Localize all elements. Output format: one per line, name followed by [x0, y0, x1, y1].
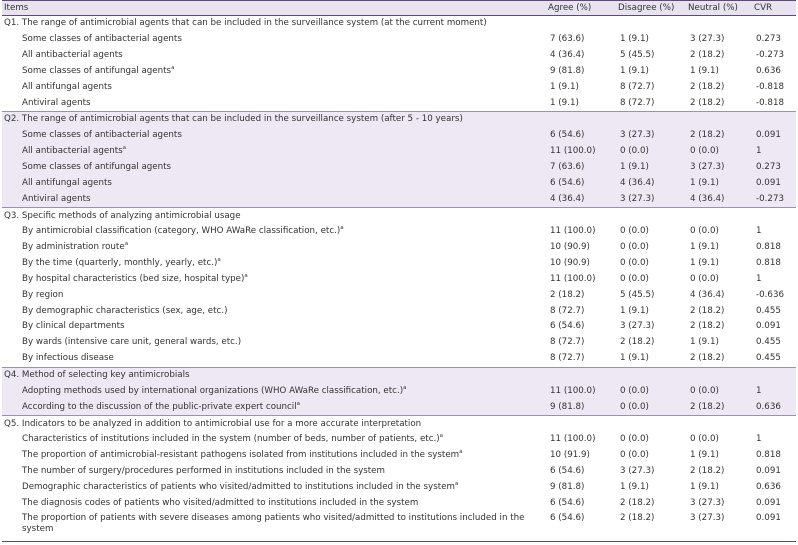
- disagree-cell: 1 (9.1): [620, 353, 649, 364]
- cvr-cell: 0.091: [752, 175, 796, 191]
- footnote-marker: a: [296, 400, 300, 407]
- footnote-marker: a: [454, 481, 459, 487]
- item-cell: [2, 448, 546, 464]
- neutral-cell: 0 (0.0): [686, 383, 752, 399]
- section-header-row: [2, 16, 796, 32]
- item-cell: [2, 319, 546, 335]
- header-items: Items: [2, 1, 546, 16]
- item-label: Some classes of antifungal agents: [22, 65, 172, 76]
- item-cell: [2, 256, 546, 272]
- cvr-cell: 0.818: [756, 450, 781, 461]
- neutral-cell: 2 (18.2): [690, 353, 725, 364]
- disagree-cell: 4 (36.4): [616, 175, 686, 191]
- disagree-cell: 1 (9.1): [616, 160, 686, 176]
- item-label: Some classes of antibacterial agents: [22, 34, 182, 45]
- cvr-cell: 1: [752, 144, 796, 160]
- footnote-marker: a: [403, 384, 407, 391]
- footnote-marker: a: [459, 449, 463, 456]
- agree-cell: 4 (36.4): [550, 50, 585, 61]
- table-row: [2, 511, 796, 542]
- neutral-cell: 1 (9.1): [690, 65, 719, 76]
- neutral-cell: 3 (27.3): [690, 34, 725, 45]
- table-row: [2, 144, 796, 160]
- item-cell: [2, 144, 546, 160]
- section-header-row: [2, 112, 796, 128]
- disagree-cell: 2 (18.2): [620, 337, 655, 348]
- cvr-cell: 0.273: [752, 160, 796, 176]
- item-cell: [2, 432, 546, 448]
- item-cell: [2, 303, 546, 319]
- agree-cell: 10 (90.9): [550, 258, 590, 269]
- item-label: Demographic characteristics of patients who visited/admitted to institutions included in the system: [22, 481, 455, 492]
- table-row: [2, 335, 796, 351]
- section-header-row: [2, 208, 796, 224]
- disagree-cell: 0 (0.0): [620, 450, 649, 461]
- section-title: Q1. The range of antimicrobial agents that can be included in the surveillance system (at the current moment): [2, 16, 796, 32]
- agree-cell: 6 (54.6): [550, 497, 585, 508]
- table-row: [2, 479, 796, 495]
- neutral-cell: 0 (0.0): [690, 273, 719, 284]
- disagree-cell: 5 (45.5): [620, 289, 655, 300]
- disagree-cell: 5 (45.5): [620, 50, 655, 61]
- table-row: [2, 240, 796, 256]
- item-label: By antimicrobial classification (category, WHO AWaRe classification, etc.): [22, 226, 341, 237]
- disagree-cell: 8 (72.7): [620, 97, 655, 108]
- header-row: [2, 1, 796, 16]
- agree-cell: 6 (54.6): [546, 175, 616, 191]
- item-cell: [2, 79, 546, 95]
- agree-cell: 11 (100.0): [550, 273, 596, 284]
- disagree-cell: 0 (0.0): [620, 226, 649, 237]
- section-header-row: [2, 367, 796, 383]
- cvr-cell: -0.636: [756, 289, 785, 300]
- agree-cell: 7 (63.6): [550, 34, 585, 45]
- item-cell: [2, 351, 546, 367]
- table-row: [2, 383, 796, 399]
- agree-cell: 6 (54.6): [546, 128, 616, 144]
- item-cell: [2, 64, 546, 80]
- agree-cell: 11 (100.0): [550, 226, 596, 237]
- table-row: [2, 303, 796, 319]
- section-title: Q3. Specific methods of analyzing antimicrobial usage: [2, 208, 796, 224]
- neutral-cell: 2 (18.2): [690, 97, 725, 108]
- header-disagree: Disagree (%): [616, 1, 686, 16]
- disagree-cell: 3 (27.3): [620, 466, 655, 477]
- item-label: By hospital characteristics (bed size, hospital type): [22, 273, 245, 284]
- disagree-cell: 1 (9.1): [620, 34, 649, 45]
- footnote-marker: a: [217, 257, 221, 264]
- cvr-cell: -0.818: [756, 97, 785, 108]
- neutral-cell: 1 (9.1): [690, 450, 719, 461]
- item-cell: [2, 191, 546, 207]
- agree-cell: 6 (54.6): [546, 511, 616, 542]
- item-label: The diagnosis codes of patients who visited/admitted to institutions included in the system: [22, 497, 419, 508]
- agree-cell: 8 (72.7): [550, 305, 585, 316]
- neutral-cell: 0 (0.0): [690, 434, 719, 445]
- cvr-cell: 0.818: [756, 242, 781, 253]
- item-label: Antiviral agents: [22, 97, 91, 108]
- disagree-cell: 0 (0.0): [620, 434, 649, 445]
- table-row: [2, 32, 796, 48]
- disagree-cell: 3 (27.3): [616, 128, 686, 144]
- disagree-cell: 8 (72.7): [620, 81, 655, 92]
- table-row: [2, 351, 796, 367]
- item-label: By the time (quarterly, monthly, yearly, etc.): [22, 258, 218, 269]
- neutral-cell: 2 (18.2): [690, 81, 725, 92]
- cvr-cell: 0.273: [756, 34, 781, 45]
- section-title: Q2. The range of antimicrobial agents that can be included in the surveillance system (after 5 - 10 years): [2, 112, 796, 128]
- footnote-marker: a: [244, 273, 248, 280]
- cvr-cell: -0.818: [756, 81, 785, 92]
- table-row: [2, 160, 796, 176]
- cvr-cell: 0.091: [752, 128, 796, 144]
- neutral-cell: 1 (9.1): [690, 481, 719, 492]
- agree-cell: 11 (100.0): [550, 434, 596, 445]
- footnote-marker: a: [122, 145, 127, 152]
- neutral-cell: 3 (27.3): [690, 497, 725, 508]
- item-cell: [2, 511, 546, 542]
- item-label: By clinical departments: [22, 321, 125, 332]
- item-cell: [2, 160, 546, 176]
- item-label: By administration route: [22, 242, 125, 253]
- disagree-cell: 1 (9.1): [620, 305, 649, 316]
- item-cell: [2, 95, 546, 111]
- agree-cell: 9 (81.8): [546, 399, 616, 415]
- item-cell: [2, 399, 546, 415]
- neutral-cell: 1 (9.1): [690, 258, 719, 269]
- item-cell: [2, 287, 546, 303]
- table-row: [2, 79, 796, 95]
- disagree-cell: 0 (0.0): [620, 242, 649, 253]
- item-cell: [2, 175, 546, 191]
- neutral-cell: 3 (27.3): [686, 160, 752, 176]
- section-title: Q5. Indicators to be analyzed in addition to antimicrobial use for a more accurate interpretation: [2, 416, 796, 432]
- section-header-row: [2, 416, 796, 432]
- cvr-cell: -0.273: [756, 50, 785, 61]
- footnote-marker: a: [124, 241, 129, 248]
- agree-cell: 10 (90.9): [550, 242, 590, 253]
- disagree-cell: 2 (18.2): [616, 511, 686, 542]
- neutral-cell: 1 (9.1): [686, 175, 752, 191]
- cvr-cell: 1: [756, 434, 762, 445]
- disagree-cell: 0 (0.0): [620, 258, 649, 269]
- neutral-cell: 4 (36.4): [690, 289, 725, 300]
- agree-cell: 6 (54.6): [550, 321, 585, 332]
- disagree-cell: 0 (0.0): [616, 144, 686, 160]
- table-row: [2, 95, 796, 111]
- table-row: [2, 495, 796, 511]
- neutral-cell: 2 (18.2): [686, 128, 752, 144]
- item-label: All antifungal agents: [22, 81, 112, 92]
- header-neutral: Neutral (%): [686, 1, 752, 16]
- item-cell: [2, 383, 546, 399]
- disagree-cell: 3 (27.3): [620, 321, 655, 332]
- item-label: By infectious disease: [22, 353, 114, 364]
- footnote-marker: a: [171, 65, 175, 72]
- table-row: [2, 224, 796, 240]
- item-label: All antifungal agents: [22, 177, 112, 188]
- cvr-cell: -0.273: [752, 191, 796, 207]
- cvr-cell: 0.091: [756, 321, 781, 332]
- item-cell: [2, 128, 546, 144]
- item-label: All antibacterial agents: [22, 50, 123, 61]
- table-row: [2, 272, 796, 288]
- cvr-cell: 0.091: [756, 466, 781, 477]
- cvr-cell: 1: [756, 273, 762, 284]
- item-label: The proportion of patients with severe diseases among patients who visited/admitted to institutions included in the system: [22, 513, 525, 535]
- neutral-cell: 0 (0.0): [690, 226, 719, 237]
- item-cell: [2, 272, 546, 288]
- table-body: [2, 16, 796, 542]
- table-row: [2, 319, 796, 335]
- footnote-marker: a: [439, 433, 444, 440]
- item-cell: [2, 48, 546, 64]
- item-cell: [2, 495, 546, 511]
- table-row: [2, 464, 796, 480]
- cvr-cell: 0.091: [756, 497, 781, 508]
- item-label: According to the discussion of the public-private expert council: [22, 401, 297, 412]
- item-cell: [2, 335, 546, 351]
- table-row: [2, 256, 796, 272]
- disagree-cell: 0 (0.0): [616, 399, 686, 415]
- disagree-cell: 0 (0.0): [616, 383, 686, 399]
- neutral-cell: 1 (9.1): [690, 337, 719, 348]
- agree-cell: 2 (18.2): [550, 289, 585, 300]
- item-label: Characteristics of institutions included in the system (number of beds, number of patients, etc.): [22, 434, 440, 445]
- cvr-cell: 0.455: [756, 305, 781, 316]
- agree-cell: 8 (72.7): [550, 353, 585, 364]
- cvr-cell: 1: [752, 383, 796, 399]
- agree-cell: 11 (100.0): [546, 383, 616, 399]
- agree-cell: 9 (81.8): [550, 65, 585, 76]
- header-cvr: CVR: [752, 1, 796, 16]
- neutral-cell: 4 (36.4): [686, 191, 752, 207]
- agree-cell: 4 (36.4): [546, 191, 616, 207]
- neutral-cell: 0 (0.0): [686, 144, 752, 160]
- cvr-cell: 0.636: [756, 65, 781, 76]
- item-label: By demographic characteristics (sex, age, etc.): [22, 305, 228, 316]
- table-row: [2, 64, 796, 80]
- cvr-cell: 0.455: [756, 353, 781, 364]
- neutral-cell: 2 (18.2): [690, 466, 725, 477]
- table-row: [2, 48, 796, 64]
- disagree-cell: 1 (9.1): [620, 481, 649, 492]
- section-title: Q4. Method of selecting key antimicrobials: [2, 367, 796, 383]
- item-label: The proportion of antimicrobial-resistant pathogens isolated from institutions included in the system: [22, 450, 460, 461]
- item-cell: [2, 224, 546, 240]
- neutral-cell: 2 (18.2): [690, 50, 725, 61]
- agree-cell: 1 (9.1): [550, 81, 579, 92]
- agree-cell: 7 (63.6): [546, 160, 616, 176]
- cvr-cell: 1: [756, 226, 762, 237]
- disagree-cell: 3 (27.3): [616, 191, 686, 207]
- item-cell: [2, 240, 546, 256]
- agree-cell: 6 (54.6): [550, 466, 585, 477]
- agree-cell: 9 (81.8): [550, 481, 585, 492]
- disagree-cell: 0 (0.0): [620, 273, 649, 284]
- header-agree: Agree (%): [546, 1, 616, 16]
- cvr-cell: 0.091: [752, 511, 796, 542]
- item-label: Adopting methods used by international organizations (WHO AWaRe classification, etc.): [22, 385, 404, 396]
- table-row: [2, 287, 796, 303]
- table-row: [2, 175, 796, 191]
- table-row: [2, 128, 796, 144]
- agree-cell: 10 (91.9): [550, 450, 590, 461]
- item-label: All antibacterial agents: [22, 146, 123, 157]
- item-label: By region: [22, 289, 64, 300]
- cvr-cell: 0.636: [752, 399, 796, 415]
- agree-cell: 8 (72.7): [550, 337, 585, 348]
- item-cell: [2, 479, 546, 495]
- agree-cell: 1 (9.1): [550, 97, 579, 108]
- neutral-cell: 2 (18.2): [690, 305, 725, 316]
- cvr-cell: 0.455: [756, 337, 781, 348]
- table-row: [2, 432, 796, 448]
- item-cell: [2, 32, 546, 48]
- neutral-cell: 2 (18.2): [686, 399, 752, 415]
- table-row: [2, 448, 796, 464]
- item-cell: [2, 464, 546, 480]
- neutral-cell: 1 (9.1): [690, 242, 719, 253]
- item-label: Antiviral agents: [22, 193, 91, 204]
- neutral-cell: 2 (18.2): [690, 321, 725, 332]
- item-label: Some classes of antifungal agents: [22, 162, 172, 173]
- table-row: [2, 399, 796, 415]
- cvr-cell: 0.636: [756, 481, 781, 492]
- agree-cell: 11 (100.0): [546, 144, 616, 160]
- disagree-cell: 2 (18.2): [620, 497, 655, 508]
- item-label: By wards (intensive care unit, general wards, etc.): [22, 337, 242, 348]
- neutral-cell: 3 (27.3): [686, 511, 752, 542]
- item-label: Some classes of antibacterial agents: [22, 130, 182, 141]
- item-label: The number of surgery/procedures performed in institutions included in the system: [22, 466, 385, 477]
- disagree-cell: 1 (9.1): [620, 65, 649, 76]
- footnote-marker: a: [340, 225, 344, 232]
- table-row: [2, 191, 796, 207]
- cvr-cell: 0.818: [756, 258, 781, 269]
- survey-results-table: [2, 0, 796, 542]
